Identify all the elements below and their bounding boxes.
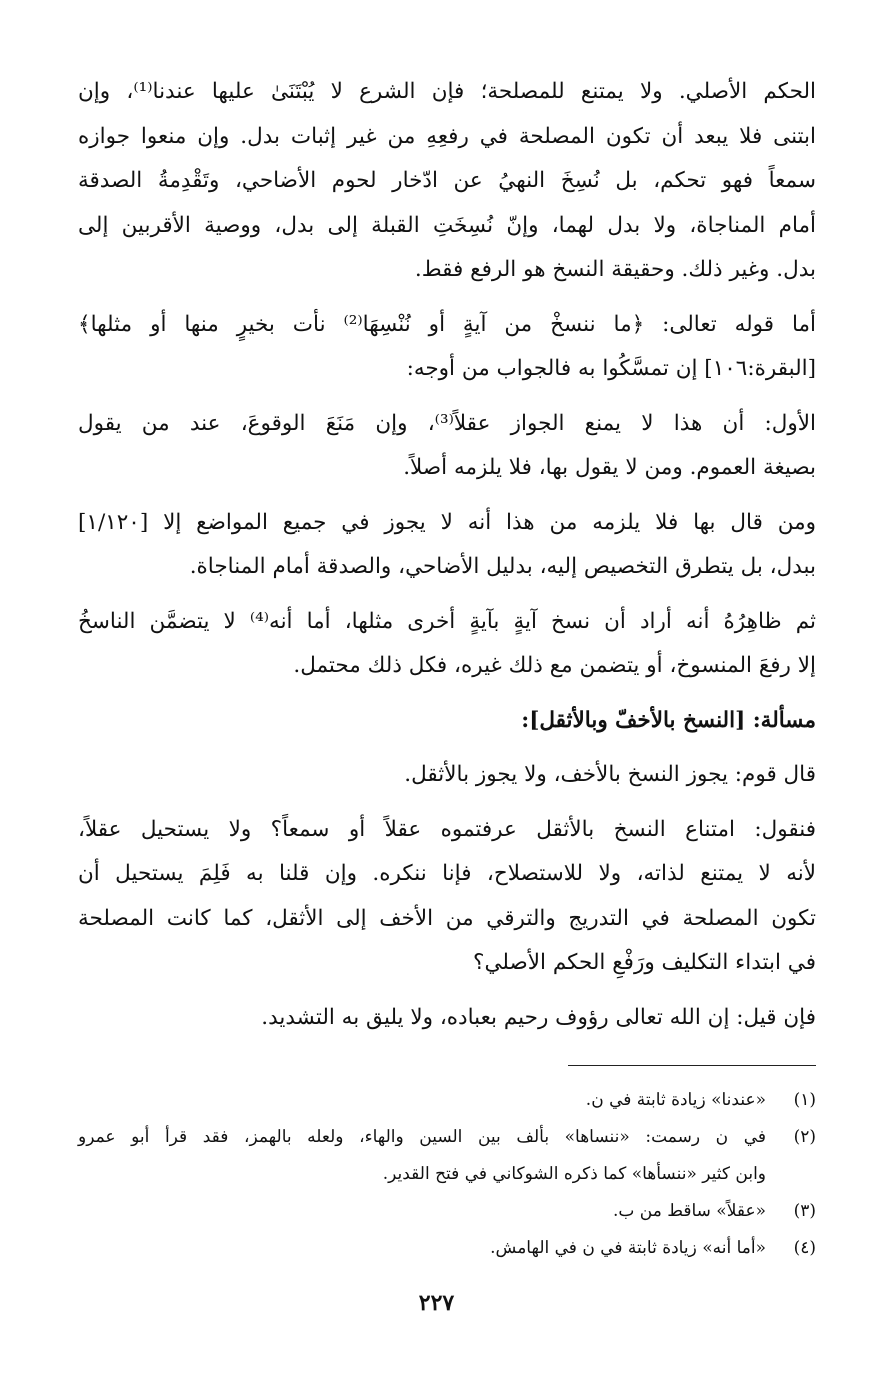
footnote-number: (٤) (793, 1238, 816, 1258)
paragraph-6 (78, 753, 816, 798)
footnote-divider (568, 1065, 816, 1066)
footnote-number: (٣) (793, 1201, 816, 1221)
text-line: فإن قيل: إن الله تعالى رؤوف رحيم بعباده، ولا يليق به التشديد. (261, 1004, 816, 1030)
paragraph-5 (78, 600, 816, 689)
section-heading (78, 699, 816, 744)
text-line: بدل. وغير ذلك. وحقيقة النسخ هو الرفع فقط. (414, 257, 816, 282)
text-line: ومن قال بها فلا يلزمه من هذا أنه لا يجوز في جميع المواضع إلا [١/١٢٠] (78, 509, 816, 535)
text-line: أمام المناجاة، ولا بدل لهما، وإنّ نُسِخَتِ القبلة إلى بدل، ووصية الأقربين إلى (78, 212, 816, 238)
paragraph-7 (78, 808, 816, 986)
paragraph-4 (78, 501, 816, 590)
footnote-text: وابن كثير «ننسأها» كما ذكره الشوكاني في فتح القدير. (382, 1164, 766, 1184)
footnote-2 (78, 1119, 816, 1193)
paragraph-1 (78, 70, 816, 293)
text-line: بصيغة العموم. ومن لا يقول بها، فلا يلزمه أصلاً. (403, 455, 816, 480)
footnote-4 (78, 1230, 816, 1267)
text-line: قال قوم: يجوز النسخ بالأخف، ولا يجوز بالأثقل. (404, 762, 816, 787)
footnote-text: في ن رسمت: «ننساها» بألف بين السين والهاء، ولعله بالهمز، فقد قرأ أبو عمرو (78, 1127, 766, 1147)
footnote-text: «أما أنه» زيادة ثابتة في ن في الهامش. (490, 1238, 766, 1258)
text-line: سمعاً فهو تحكم، بل نُسِخَ النهيُ عن ادّخار لحوم الأضاحي، وتَقْدِمةُ الصدقة (78, 168, 816, 193)
text-line: مسألة: [النسخ بالأخفّ وبالأثقل]: (521, 707, 816, 733)
text-line: ثم ظاهِرُهُ أنه أراد أن نسخ آيةٍ بآيةٍ أخرى مثلها، أما أنه⁽⁴⁾ لا يتضمَّن الناسخُ (78, 608, 816, 634)
footnote-text: «عندنا» زيادة ثابتة في ن. (585, 1090, 766, 1110)
footnotes (78, 1082, 816, 1267)
text-line: [البقرة:١٠٦] إن تمسَّكُوا به فالجواب من أوجه: (406, 356, 816, 381)
text-line: ببدل، بل يتطرق التخصيص إليه، بدليل الأضاحي، والصدقة أمام المناجاة. (189, 554, 816, 579)
paragraph-3 (78, 402, 816, 491)
footnote-1 (78, 1082, 816, 1119)
text-line: تكون المصلحة في التدريج والترقي من الأخف إلى الأثقل، كما كانت المصلحة (78, 905, 816, 931)
text-line: في ابتداء التكليف ورَفْعِ الحكم الأصلي؟ (473, 950, 816, 975)
page-number: ٢٢٧ (418, 1290, 455, 1316)
text-line: أما قوله تعالى: ﴿ما ننسخْ من آيةٍ أو نُنْسِهَا⁽²⁾ نأت بخيرٍ منها أو مثلها﴾ (78, 311, 816, 337)
paragraph-8 (78, 996, 816, 1041)
paragraph-2 (78, 303, 816, 392)
footnote-number: (٢) (793, 1127, 816, 1147)
text-line: الأول: أن هذا لا يمنع الجواز عقلاً⁽³⁾، وإن مَنَعَ الوقوعَ، عند من يقول (78, 410, 816, 436)
footnote-number: (١) (793, 1090, 816, 1110)
text-line: ابتنى فلا يبعد أن تكون المصلحة في رفعِهِ من غير إثبات بدل. وإن منعوا جوازه (78, 123, 816, 149)
text-line: فنقول: امتناع النسخ بالأثقل عرفتموه عقلاً أو سمعاً؟ ولا يستحيل عقلاً، (78, 816, 816, 842)
footnote-3 (78, 1193, 816, 1230)
text-line: إلا رفعَ المنسوخ، أو يتضمن مع ذلك غيره، فكل ذلك محتمل. (293, 653, 816, 678)
text-line: لأنه لا يمتنع لذاته، ولا للاستصلاح، فإنا ننكره. وإن قلنا به فَلِمَ يستحيل أن (78, 861, 816, 886)
footnote-text: «عقلاً» ساقط من ب. (612, 1201, 766, 1221)
text-line: الحكم الأصلي. ولا يمتنع للمصلحة؛ فإن الشرع لا يُبْتَنَىٰ عليها عندنا⁽¹⁾، وإن (78, 79, 817, 104)
main-text (78, 70, 816, 1050)
